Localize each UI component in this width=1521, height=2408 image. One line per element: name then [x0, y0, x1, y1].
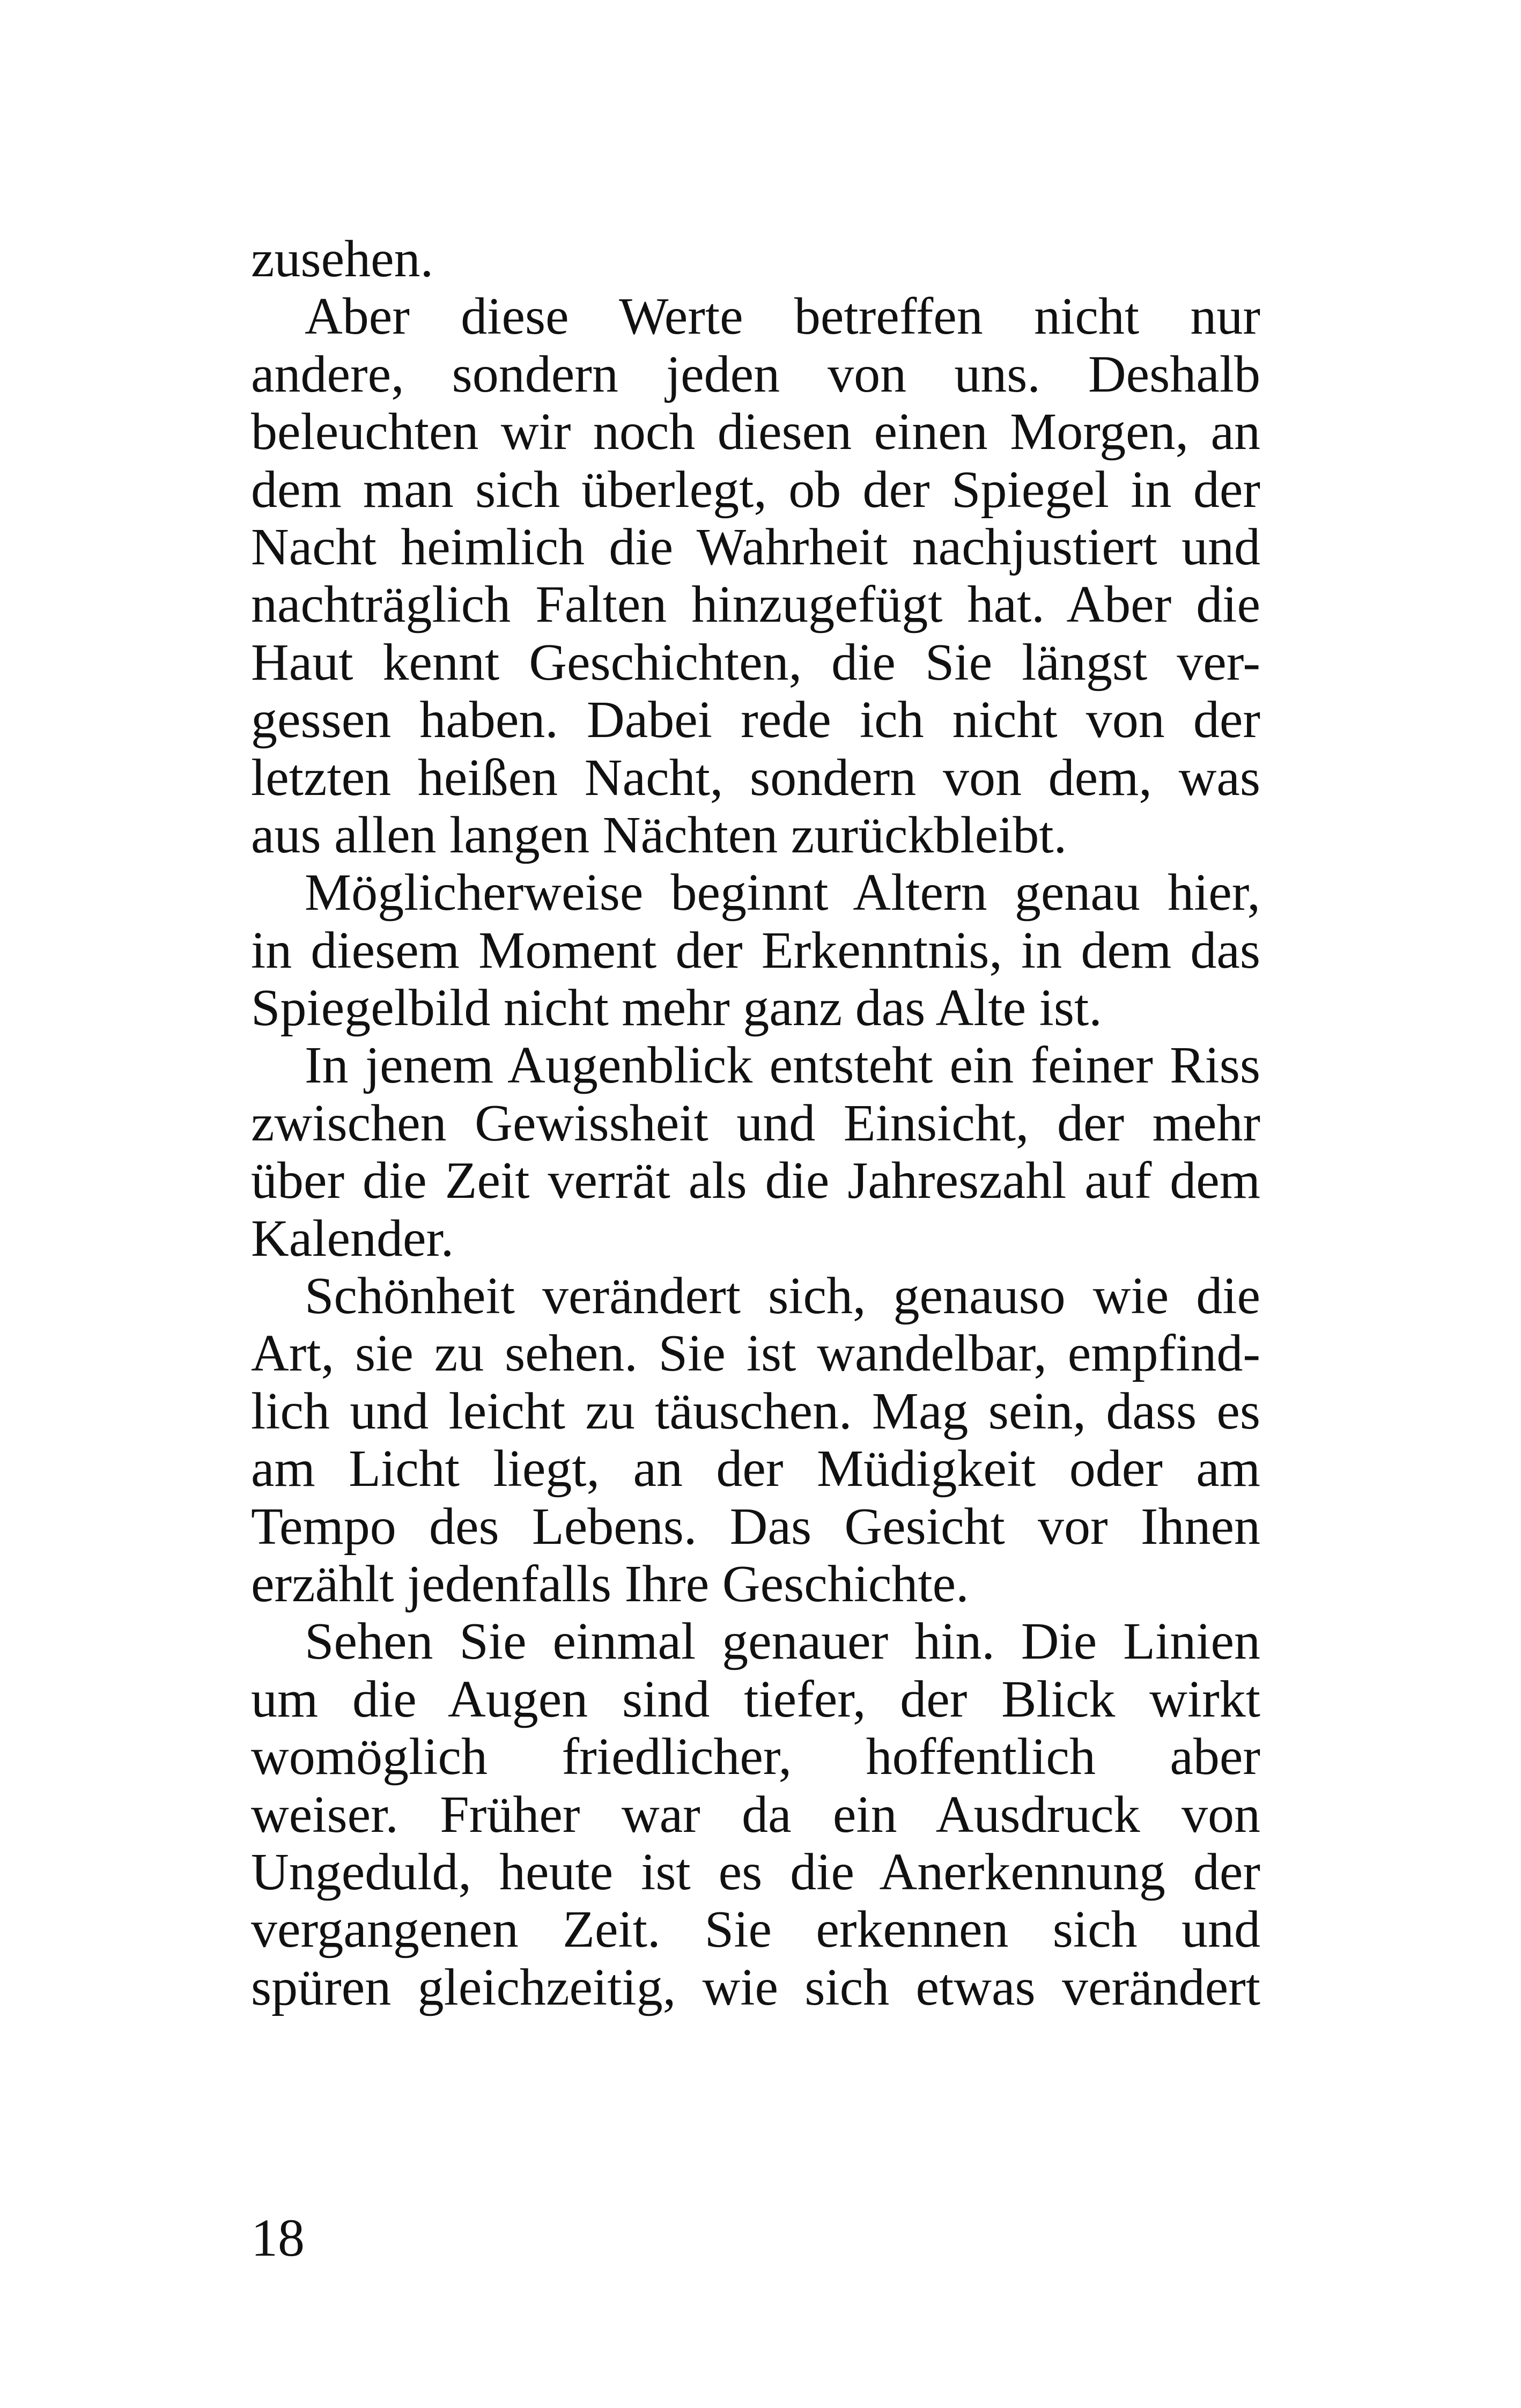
text-line: lich und leicht zu täuschen. Mag sein, dass es [251, 1382, 1260, 1440]
text-line: beleuchten wir noch diesen einen Morgen, an [251, 403, 1260, 461]
text-line: Schönheit verändert sich, genauso wie die [305, 1267, 1260, 1325]
text-line: spüren gleichzeitig, wie sich etwas verändert [251, 1958, 1260, 2016]
text-line: Ungeduld, heute ist es die Anerkennung der [251, 1843, 1260, 1901]
page-number: 18 [251, 2208, 305, 2267]
text-line: um die Augen sind tiefer, der Blick wirkt [251, 1670, 1260, 1728]
text-line: weiser. Früher war da ein Ausdruck von [251, 1785, 1260, 1844]
text-line: Haut kennt Geschichten, die Sie längst ver- [251, 633, 1260, 691]
text-line: nachträglich Falten hinzugefügt hat. Aber die [251, 576, 1260, 634]
text-line: dem man sich überlegt, ob der Spiegel in der [251, 460, 1260, 519]
text-line: vergangenen Zeit. Sie erkennen sich und [251, 1901, 1260, 1959]
text-line: über die Zeit verrät als die Jahreszahl auf dem [251, 1152, 1260, 1210]
text-line: Tempo des Lebens. Das Gesicht vor Ihnen [251, 1497, 1260, 1556]
text-line: Kalender. [251, 1209, 454, 1268]
text-line: Nacht heimlich die Wahrheit nachjustiert und [251, 518, 1260, 576]
text-line: am Licht liegt, an der Müdigkeit oder am [251, 1440, 1260, 1498]
text-line: In jenem Augenblick entsteht ein feiner Riss [305, 1036, 1260, 1095]
text-line: aus allen langen Nächten zurückbleibt. [251, 806, 1067, 864]
text-line: Aber diese Werte betreffen nicht nur [305, 288, 1260, 346]
text-line: womöglich friedlicher, hoffentlich aber [251, 1728, 1260, 1786]
text-line: gessen haben. Dabei rede ich nicht von der [251, 691, 1260, 749]
text-line: letzten heißen Nacht, sondern von dem, was [251, 748, 1260, 807]
text-line: Art, sie zu sehen. Sie ist wandelbar, empfind- [251, 1324, 1260, 1383]
body-text [251, 231, 1260, 2016]
text-line: zwischen Gewissheit und Einsicht, der mehr [251, 1094, 1260, 1152]
text-line: Sehen Sie einmal genauer hin. Die Linien [305, 1612, 1260, 1671]
text-line: Möglicherweise beginnt Altern genau hier, [305, 864, 1260, 922]
text-line: erzählt jedenfalls Ihre Geschichte. [251, 1555, 969, 1613]
text-line: andere, sondern jeden von uns. Deshalb [251, 345, 1260, 403]
text-line: zusehen. [251, 230, 434, 288]
text-line: in diesem Moment der Erkenntnis, in dem das [251, 921, 1260, 980]
text-line: Spiegelbild nicht mehr ganz das Alte ist. [251, 979, 1102, 1037]
